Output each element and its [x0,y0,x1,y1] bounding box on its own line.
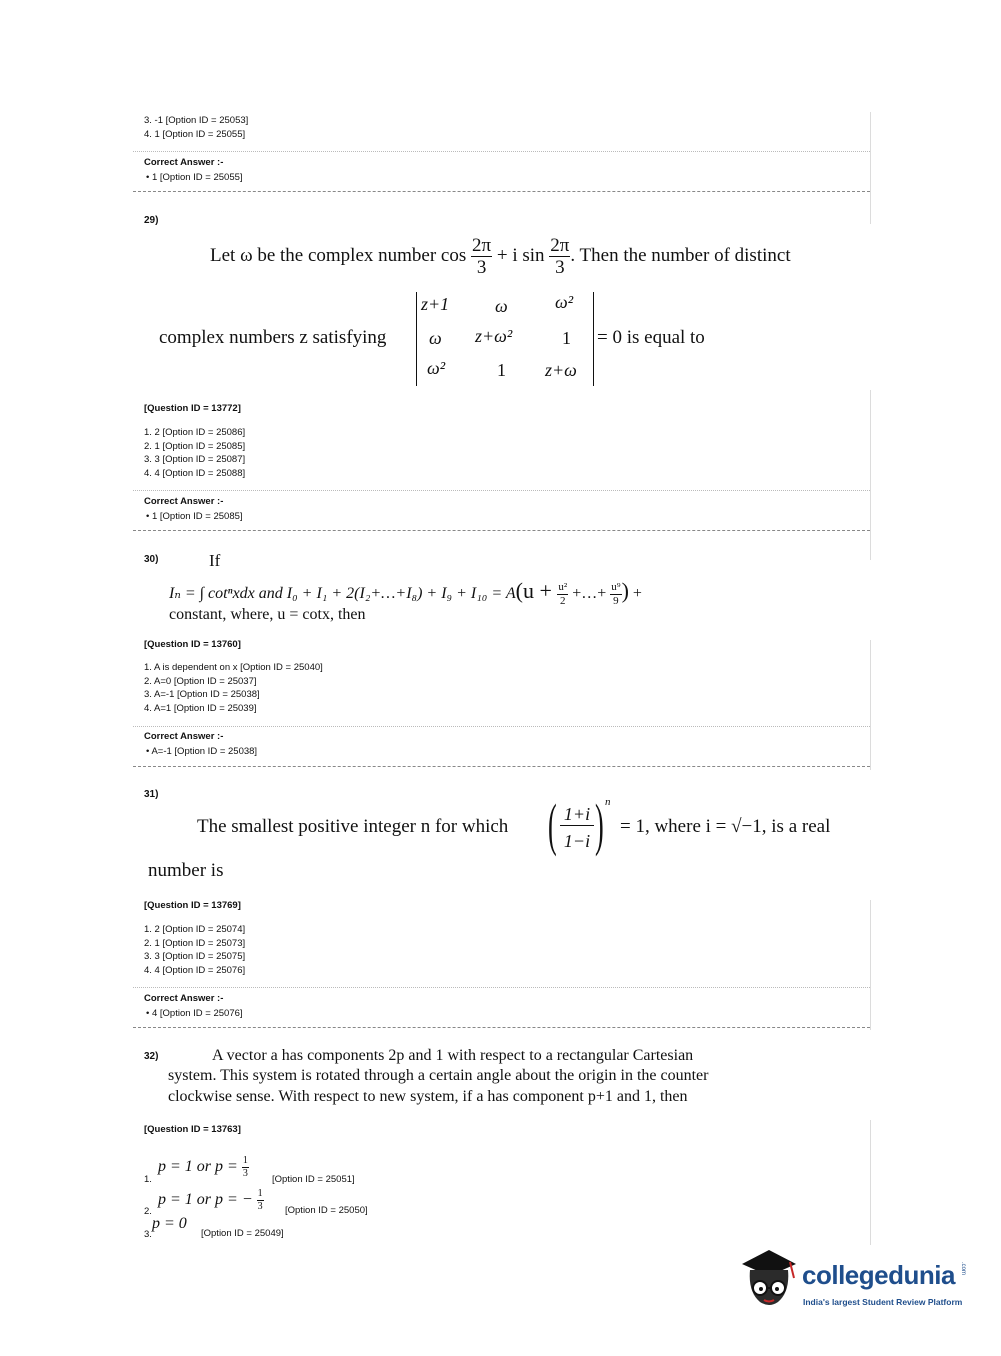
option-id: [Option ID = 25051] [272,1174,355,1185]
brand-name: collegedunia [802,1260,955,1290]
text: p = 1 or p = − [158,1191,253,1209]
text: +…+ [568,585,611,602]
option-item: 4. 4 [Option ID = 25076] [144,964,246,976]
option-list [144,923,245,977]
det-cell: z+1 [421,294,450,314]
option-item: 4. A=1 [Option ID = 25039] [144,702,257,714]
question-number: 32) [144,1051,159,1062]
option-item: 4. 4 [Option ID = 25088] [144,467,246,479]
brand-logo [738,1248,978,1318]
det-cell: z+ω² [475,326,513,346]
question-id: [Question ID = 13763] [144,1124,241,1135]
correct-answer-label: Correct Answer :- [144,731,224,742]
det-cell: ω² [427,358,446,378]
option-item: 2. 1 [Option ID = 25073] [144,937,246,949]
brand-tld: .com [960,1262,966,1276]
option-item: 2. A=0 [Option ID = 25037] [144,675,257,687]
option-id: [Option ID = 25049] [201,1228,284,1239]
option-math [158,1189,264,1212]
correct-answer-label: Correct Answer :- [144,993,224,1004]
option-item: 3. -1 [Option ID = 25053] [144,115,249,126]
text: (u + [515,578,558,603]
option-item: 1. A is dependent on x [Option ID = 25040] [144,662,323,673]
question-id: [Question ID = 13769] [144,900,241,911]
option-number: 1. [144,1174,152,1185]
correct-answer: • 1 [Option ID = 25085] [146,511,243,522]
fraction: $\frac{2\pi}{3}$ [550,235,570,278]
question-text-line3: clockwise sense. With respect to new system, if a has component p+1 and 1, then [168,1088,688,1105]
fraction: $\frac{1}{3}$ [242,1155,248,1179]
det-cell: ω [495,296,508,316]
text: + i sin [496,244,545,266]
option-math [158,1156,249,1179]
question-text-tail: = 0 is equal to [597,327,705,348]
option-item: 4. 1 [Option ID = 25055] [144,128,246,140]
text: Iₙ = ∫ cotⁿxdx and I₀ + I₁ + 2(I₂+…+I₈) + I₉ + I₁₀ = A [169,585,516,602]
exponent: n [605,796,611,808]
option-item: 3. 3 [Option ID = 25087] [144,454,246,465]
option-list [144,426,245,480]
option-math: p = 0 [152,1215,187,1232]
option-item: 2. 1 [Option ID = 25085] [144,440,246,452]
correct-answer: • A=-1 [Option ID = 25038] [146,746,258,757]
correct-answer: • 4 [Option ID = 25076] [146,1008,243,1019]
option-item: 3. A=-1 [Option ID = 25038] [144,689,260,700]
question-text-line1: A vector a has components 2p and 1 with respect to a rectangular Cartesian [212,1047,694,1064]
question-id: [Question ID = 13772] [144,403,241,414]
previous-options [144,114,248,141]
question-text-line1 [210,236,791,277]
option-number: 3. [144,1229,152,1240]
right-paren: ) [595,792,604,857]
left-paren: ( [548,792,557,857]
fraction-denominator: 1−i [563,831,591,851]
question-text: The smallest positive integer n for which [197,816,509,837]
text: p = 1 or p = [158,1158,238,1176]
question-text-line2: system. This system is rotated through a certain angle about the origin in the counter [168,1067,709,1084]
correct-answer-label: Correct Answer :- [144,157,224,168]
text: + [632,585,642,602]
fraction-power [548,792,611,860]
option-list [144,661,323,715]
determinant [416,292,594,386]
fraction: $\frac{1}{3}$ [257,1188,263,1212]
question-id: [Question ID = 13760] [144,639,241,650]
text: ) [621,578,629,603]
question-text-line2: constant, where, u = cotx, then [169,606,366,623]
det-cell: 1 [497,360,506,380]
mascot-icon [738,1248,800,1314]
question-text: = 1, where i = √−1, is a real [620,816,831,837]
correct-answer-label: Correct Answer :- [144,496,224,507]
det-cell: ω [429,328,442,348]
option-number: 2. [144,1206,152,1217]
fraction: $\frac{\text{u⁹}}{9}$ [611,580,621,607]
question-number: 30) [144,554,159,565]
det-cell: ω² [555,292,574,312]
det-cell: 1 [562,328,571,348]
question-number: 29) [144,215,159,226]
fraction-numerator: 1+i [560,804,594,826]
question-text-if: If [209,551,221,570]
brand-tagline: India's largest Student Review Platform [803,1297,963,1307]
text: . Then the number of distinct [570,244,791,266]
option-item: 3. 3 [Option ID = 25075] [144,951,246,962]
option-id: [Option ID = 25050] [285,1205,368,1216]
correct-answer: • 1 [Option ID = 25055] [146,172,243,183]
option-item: 1. 2 [Option ID = 25074] [144,924,246,935]
fraction: $\frac{\text{u²}}{2}$ [558,580,568,607]
fraction: $\frac{2\pi}{3}$ [472,235,492,278]
det-cell: z+ω [545,360,577,380]
question-number: 31) [144,789,159,800]
option-item: 1. 2 [Option ID = 25086] [144,427,246,438]
question-equation [169,578,642,607]
question-text-line2: number is [148,860,224,881]
text: Let ω be the complex number cos [210,244,467,266]
question-text-line2: complex numbers z satisfying [159,327,387,348]
